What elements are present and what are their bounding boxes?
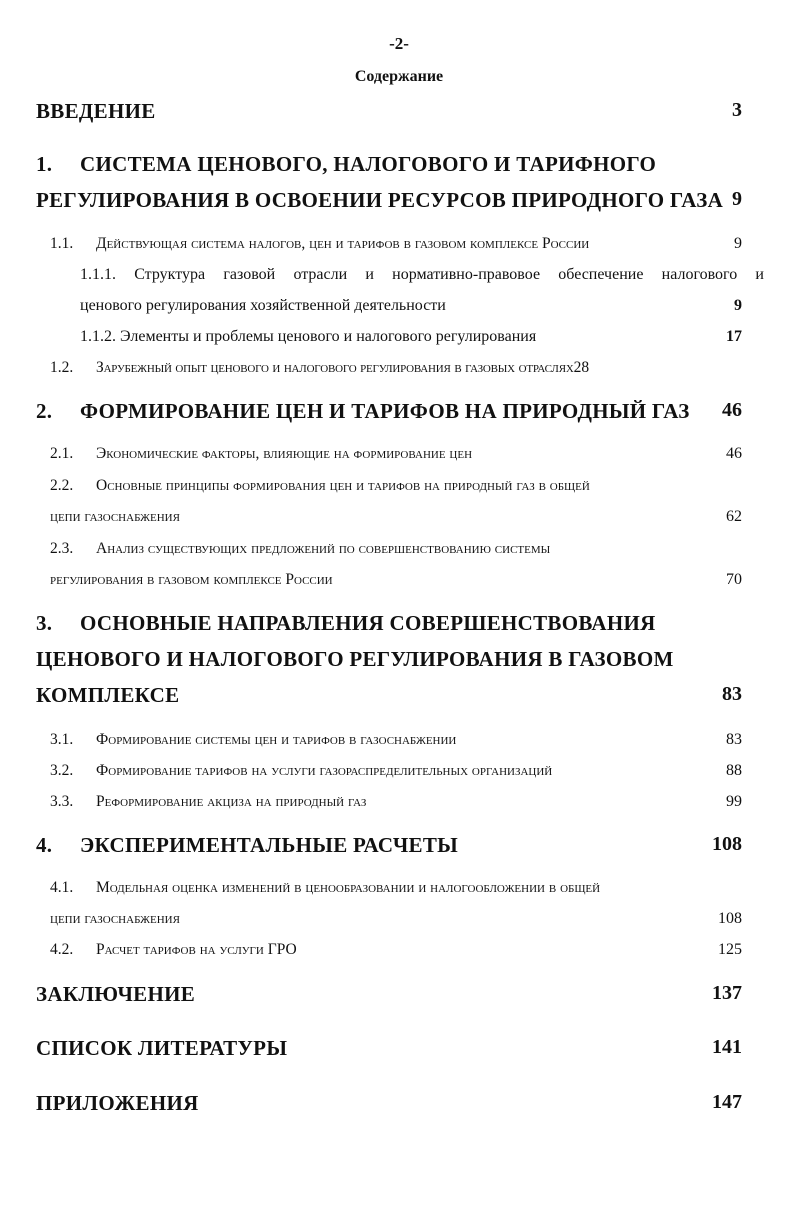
section-number: 2.3. [50,540,74,557]
toc-subsection-1-2[interactable] [50,359,750,377]
toc-entry-label: Зарубежный опыт ценового и налогового регулирования в газовых отраслях [96,359,574,376]
toc-entry-label: ЭКСПЕРИМЕНТАЛЬНЫЕ РАСЧЕТЫ [80,833,459,857]
toc-section-3[interactable] [36,611,656,636]
toc-subsection-4-1-continued: цепи газоснабжения [50,910,180,927]
toc-section-1[interactable] [36,152,656,177]
section-number: 3. [36,611,53,635]
toc-entry-page: 17 [726,328,742,345]
section-number: 3.3. [50,793,74,810]
page-number: -2- [389,34,409,53]
toc-entry-page: 108 [718,910,742,927]
toc-entry-label: Основные принципы формирования цен и тарифов на природный газ в общей [96,477,590,494]
page-title: Содержание [354,68,444,85]
toc-entry-page: 70 [726,571,742,588]
toc-subsection-3-3[interactable] [50,793,366,811]
section-number: 4.1. [50,879,74,896]
toc-entry-page: 9 [734,235,742,252]
toc-entry-page: 137 [712,982,742,1004]
section-number: 1. [36,152,53,176]
toc-subsubsection-1-1-1-continued: ценового регулирования хозяйственной деятельности [80,297,446,314]
toc-entry-label: Экономические факторы, влияющие на формирование цен [96,445,473,462]
toc-entry-page: 88 [726,762,742,779]
toc-entry-page: 9 [732,188,742,210]
toc-section-3-continued-2: КОМПЛЕКСЕ [36,683,180,707]
section-number: 3.2. [50,762,74,779]
toc-entry-page: 9 [734,297,742,314]
toc-section-2[interactable] [36,399,690,424]
toc-section-3-continued: ЦЕНОВОГО И НАЛОГОВОГО РЕГУЛИРОВАНИЯ В ГАЗОВОМ [36,647,674,671]
section-number: 2. [36,399,53,423]
section-number: 2.2. [50,477,74,494]
toc-entry-label: Формирование системы цен и тарифов в газоснабжении [96,731,457,748]
toc-subsection-2-3[interactable] [50,540,550,558]
toc-subsubsection-1-1-1[interactable]: 1.1.1. Структура газовой отрасли и нормативно-правовое обеспечение налогового и [80,266,764,283]
toc-entry-page: 99 [726,793,742,810]
toc-entry-label: Формирование тарифов на услуги газораспределительных организаций [96,762,553,779]
toc-entry-label: Действующая система налогов, цен и тарифов в газовом комплексе России [96,235,590,252]
toc-entry-appendices[interactable]: ПРИЛОЖЕНИЯ [36,1091,199,1115]
section-number: 3.1. [50,731,74,748]
toc-entry-label: Анализ существующих предложений по совершенствованию системы [96,540,551,557]
toc-subsubsection-1-1-2[interactable]: 1.1.2. Элементы и проблемы ценового и налогового регулирования [80,328,537,345]
toc-entry-label: Расчет тарифов на услуги ГРО [96,941,297,958]
toc-entry-page: 62 [726,508,742,525]
toc-entry-page: 125 [718,941,742,958]
toc-entry-label: ВВЕДЕНИЕ [36,99,156,123]
toc-subsection-2-3-continued: регулирования в газовом комплексе России [50,571,333,588]
toc-subsection-4-2[interactable] [50,941,297,959]
toc-section-4[interactable] [36,833,458,858]
toc-entry-page: 83 [726,731,742,748]
toc-entry-page: 3 [732,99,742,121]
toc-entry-page: 46 [722,399,742,421]
toc-subsection-2-2[interactable] [50,477,590,495]
section-number: 4. [36,833,53,857]
toc-entry-page: 108 [712,833,742,855]
toc-entry-references[interactable]: СПИСОК ЛИТЕРАТУРЫ [36,1036,288,1060]
toc-subsection-1-1[interactable] [50,235,589,253]
toc-entry-page: 46 [726,445,742,462]
toc-entry-label: ФОРМИРОВАНИЕ ЦЕН И ТАРИФОВ НА ПРИРОДНЫЙ ГАЗ [80,399,690,423]
toc-section-1-continued [36,188,723,213]
toc-subsection-4-1[interactable] [50,879,600,897]
toc-entry-label: РЕГУЛИРОВАНИЯ В ОСВОЕНИИ РЕСУРСОВ ПРИРОДНОГО ГАЗА [36,188,724,212]
toc-entry-label: СИСТЕМА ЦЕНОВОГО, НАЛОГОВОГО И ТАРИФНОГО [80,152,657,176]
toc-entry-label: Модельная оценка изменений в ценообразовании и налогообложении в общей [96,879,601,896]
toc-entry-page: 147 [712,1091,742,1113]
toc-subsection-2-2-continued: цепи газоснабжения [50,508,180,525]
toc-entry-page: 28 [573,359,590,376]
toc-entry-page: 141 [712,1036,742,1058]
section-number: 4.2. [50,941,74,958]
toc-entry-introduction[interactable] [36,99,156,124]
section-number: 1.1. [50,235,74,252]
toc-subsection-3-1[interactable] [50,731,456,749]
toc-entry-label: Реформирование акциза на природный газ [96,793,367,810]
toc-entry-conclusion[interactable]: ЗАКЛЮЧЕНИЕ [36,982,196,1006]
toc-subsection-2-1[interactable] [50,445,472,463]
toc-subsection-3-2[interactable] [50,762,552,780]
section-number: 1.2. [50,359,74,376]
toc-entry-label: ОСНОВНЫЕ НАПРАВЛЕНИЯ СОВЕРШЕНСТВОВАНИЯ [80,611,656,635]
toc-entry-page: 83 [722,683,742,705]
section-number: 2.1. [50,445,74,462]
